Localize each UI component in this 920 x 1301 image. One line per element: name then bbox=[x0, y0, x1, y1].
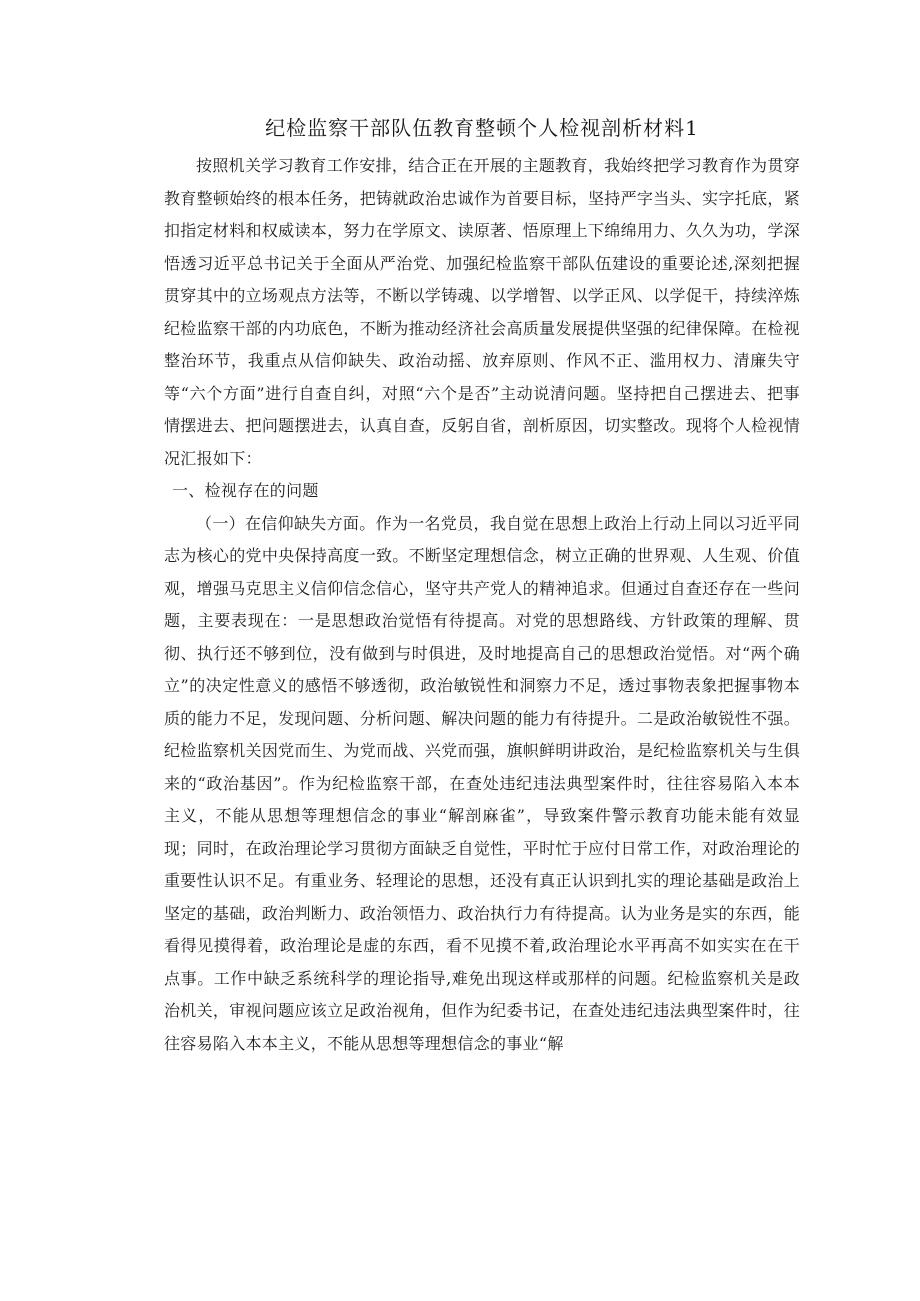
section-heading: 一、检视存在的问题 bbox=[172, 481, 319, 500]
section-paragraph: （一）在信仰缺失方面。作为一名党员，我自觉在思想上政治上行动上同以习近平同志为核心的党中央保持高度一致。不断坚定理想信念，树立正确的世界观、人生观、价值观，增强马克思主义信仰信念信心，坚守共产党人的精神追求。但通过自查还存在一些问题，主要表现在：一是思想政治觉悟有待提高。对党的思想路线、方针政策的理解、贯彻、执行还不够到位，没有做到与时俱进，及时地提高自己的思想政治觉悟。对“两个确立”的决定性意义的感悟不够透彻，政治敏锐性和洞察力不足，透过事物表象把握事物本质的能力不足，发现问题、分析问题、解决问题的能力有待提升。二是政治敏锐性不强。纪检监察机关因党而生、为党而战、兴党而强，旗帜鲜明讲政治，是纪检监察机关与生俱来的“政治基因”。作为纪检监察干部，在查处违纪违法典型案件时，往往容易陷入本本主义，不能从思想等理想信念的事业“解剖麻雀”，导致案件警示教育功能未能有效显现；同时，在政治理论学习贯彻方面缺乏自觉性，平时忙于应付日常工作，对政治理论的重要性认识不足。有重业务、轻理论的思想，还没有真正认识到扎实的理论基础是政治上坚定的基础，政治判断力、政治领悟力、政治执行力有待提高。认为业务是实的东西，能看得见摸得着，政治理论是虚的东西，看不见摸不着,政治理论水平再高不如实实在在干点事。工作中缺乏系统科学的理论指导,难免出现这样或那样的问题。纪检监察机关是政治机关，审视问题应该立足政治视角，但作为纪委书记，在查处违纪违法典型案件时，往往容易陷入本本主义，不能从思想等理想信念的事业“解 bbox=[164, 513, 800, 1053]
document-title: 纪检监察干部队伍教育整顿个人检视剖析材料1 bbox=[265, 116, 699, 140]
document-body bbox=[164, 114, 800, 1060]
intro-paragraph: 按照机关学习教育工作安排，结合正在开展的主题教育，我始终把学习教育作为贯穿教育整顿始终的根本任务，把铸就政治忠诚作为首要目标，坚持严字当头、实字托底，紧扣指定材料和权威读本，努力在学原文、读原著、悟原理上下绵绵用力、久久为功，学深悟透习近平总书记关于全面从严治党、加强纪检监察干部队伍建设的重要论述,深刻把握贯穿其中的立场观点方法等，不断以学铸魂、以学增智、以学正风、以学促干，持续淬炼纪检监察干部的内功底色，不断为推动经济社会高质量发展提供坚强的纪律保障。在检视整治环节，我重点从信仰缺失、政治动摇、放弃原则、作风不正、滥用权力、清廉失守等“六个方面”进行自查自纠，对照“六个是否”主动说清问题。坚持把自己摆进去、把事情摆进去、把问题摆进去，认真自查，反躬自省，剖析原因，切实整改。现将个人检视情况汇报如下： bbox=[164, 156, 800, 468]
